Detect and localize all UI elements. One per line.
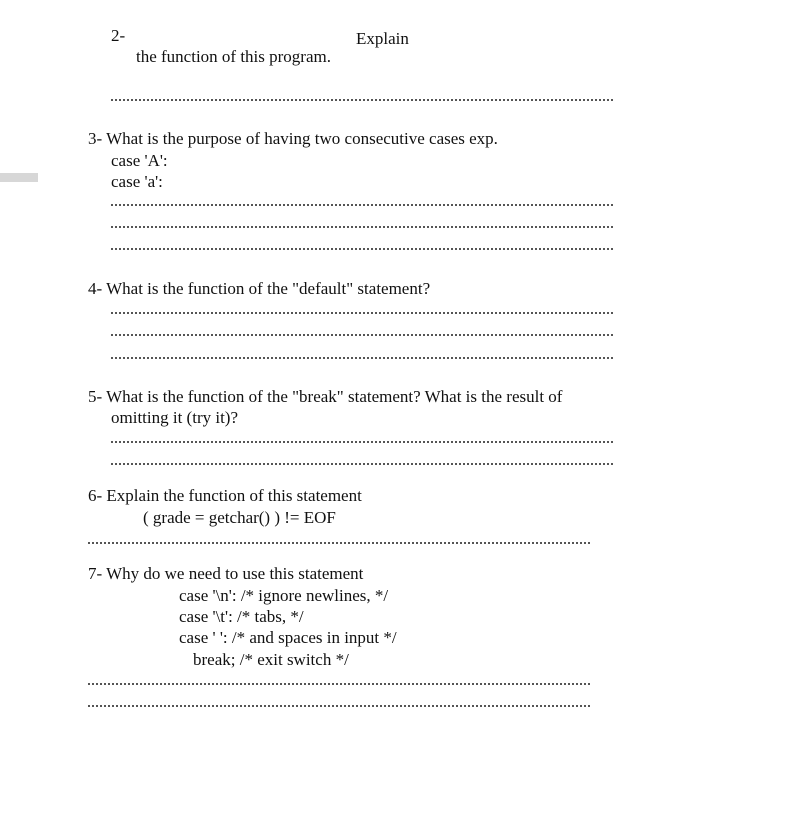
q7-question: 7- Why do we need to use this statement xyxy=(88,564,364,583)
q3-case-1: case 'A': xyxy=(111,151,168,170)
answer-line xyxy=(111,357,613,359)
q6-code: ( grade = getchar() ) != EOF xyxy=(143,508,336,527)
q7-code-line: case '\t': /* tabs, */ xyxy=(179,607,304,626)
q6-question: 6- Explain the function of this statement xyxy=(88,486,362,505)
answer-line xyxy=(111,463,613,465)
q2-number: 2- xyxy=(111,26,126,45)
answer-line xyxy=(111,248,613,250)
q2-text: the function of this program. xyxy=(136,47,331,66)
q2-explain: Explain xyxy=(356,29,409,48)
answer-line xyxy=(111,334,613,336)
q7-code-line: case '\n': /* ignore newlines, */ xyxy=(179,586,389,605)
q5-question-line-2: omitting it (try it)? xyxy=(111,408,239,427)
answer-line xyxy=(88,542,590,544)
answer-line xyxy=(88,705,590,707)
answer-line xyxy=(111,204,613,206)
q3-case-2: case 'a': xyxy=(111,172,163,191)
margin-marker xyxy=(0,173,38,182)
q5-question-line-1: 5- What is the function of the "break" statement? What is the result of xyxy=(88,387,563,406)
answer-line xyxy=(88,683,590,685)
q4-question: 4- What is the function of the "default" statement? xyxy=(88,279,431,298)
q7-code-line: break; /* exit switch */ xyxy=(193,650,349,669)
answer-line xyxy=(111,99,613,101)
answer-line xyxy=(111,312,613,314)
answer-line xyxy=(111,441,613,443)
answer-line xyxy=(111,226,613,228)
q3-question: 3- What is the purpose of having two consecutive cases exp. xyxy=(88,129,498,148)
q7-code-line: case ' ': /* and spaces in input */ xyxy=(179,628,397,647)
